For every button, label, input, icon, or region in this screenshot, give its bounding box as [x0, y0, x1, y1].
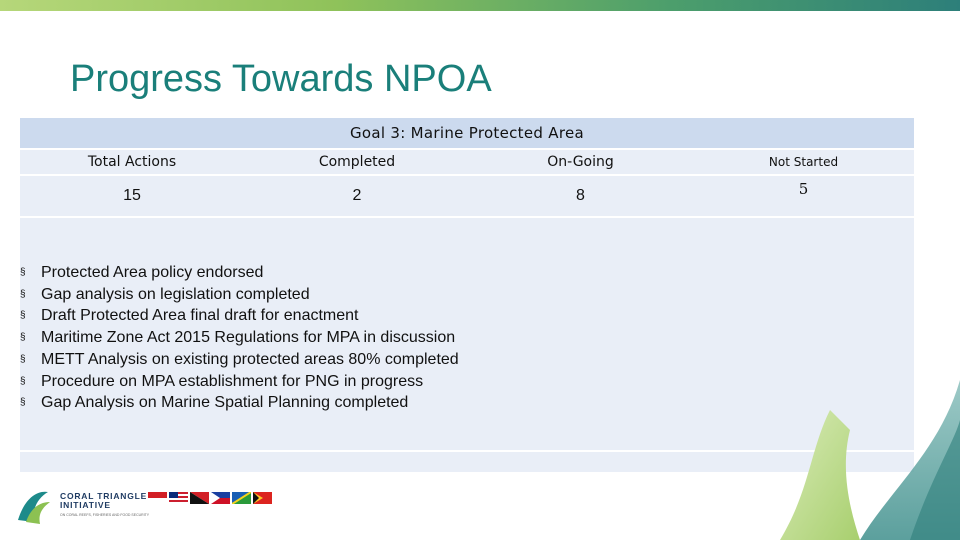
indonesia-flag-icon — [148, 492, 167, 504]
bullet-icon: § — [20, 288, 26, 300]
bullet-icon: § — [20, 397, 26, 409]
goal-header: Goal 3: Marine Protected Area — [20, 118, 914, 148]
top-accent-bar — [0, 0, 960, 11]
row-divider — [20, 216, 914, 218]
solomon-islands-flag-icon — [232, 492, 251, 504]
header-not-started: Not Started — [693, 149, 914, 175]
values-row — [20, 176, 914, 216]
coral-triangle-initiative-logo — [14, 486, 284, 526]
header-total-actions: Total Actions — [20, 149, 244, 175]
corner-wave-decoration — [740, 340, 960, 540]
value-on-going: 8 — [470, 176, 691, 216]
member-flags — [148, 492, 272, 504]
list-item: § Protected Area policy endorsed — [20, 262, 459, 284]
bullet-icon: § — [20, 353, 26, 365]
list-item: § Draft Protected Area final draft for enactment — [20, 305, 459, 327]
logo-tagline: ON CORAL REEFS, FISHERIES AND FOOD SECURITY — [60, 513, 150, 517]
bullet-icon: § — [20, 310, 26, 322]
value-not-started: 5 — [693, 176, 914, 216]
list-item: § METT Analysis on existing protected areas 80% completed — [20, 349, 459, 371]
slide-title: Progress Towards NPOA — [70, 58, 492, 100]
header-completed: Completed — [246, 149, 468, 175]
progress-bullet-list — [20, 262, 459, 414]
philippines-flag-icon — [211, 492, 230, 504]
row-divider — [20, 148, 914, 150]
papua-new-guinea-flag-icon — [190, 492, 209, 504]
list-item: § Maritime Zone Act 2015 Regulations for MPA in discussion — [20, 327, 459, 349]
header-on-going: On-Going — [470, 149, 691, 175]
bullet-icon: § — [20, 267, 26, 278]
value-total-actions: 15 — [20, 176, 244, 216]
bullet-icon: § — [20, 375, 26, 387]
value-completed: 2 — [246, 176, 468, 216]
cti-emblem-icon — [14, 486, 54, 526]
bullet-icon: § — [20, 332, 26, 344]
list-item: § Procedure on MPA establishment for PNG in progress — [20, 371, 459, 393]
list-item: § Gap Analysis on Marine Spatial Planning completed — [20, 392, 459, 414]
column-header-row — [20, 149, 914, 175]
malaysia-flag-icon — [169, 492, 188, 504]
list-item: § Gap analysis on legislation completed — [20, 284, 459, 306]
timor-leste-flag-icon — [253, 492, 272, 504]
logo-wordmark: CORAL TRIANGLE INITIATIVE — [60, 491, 148, 510]
